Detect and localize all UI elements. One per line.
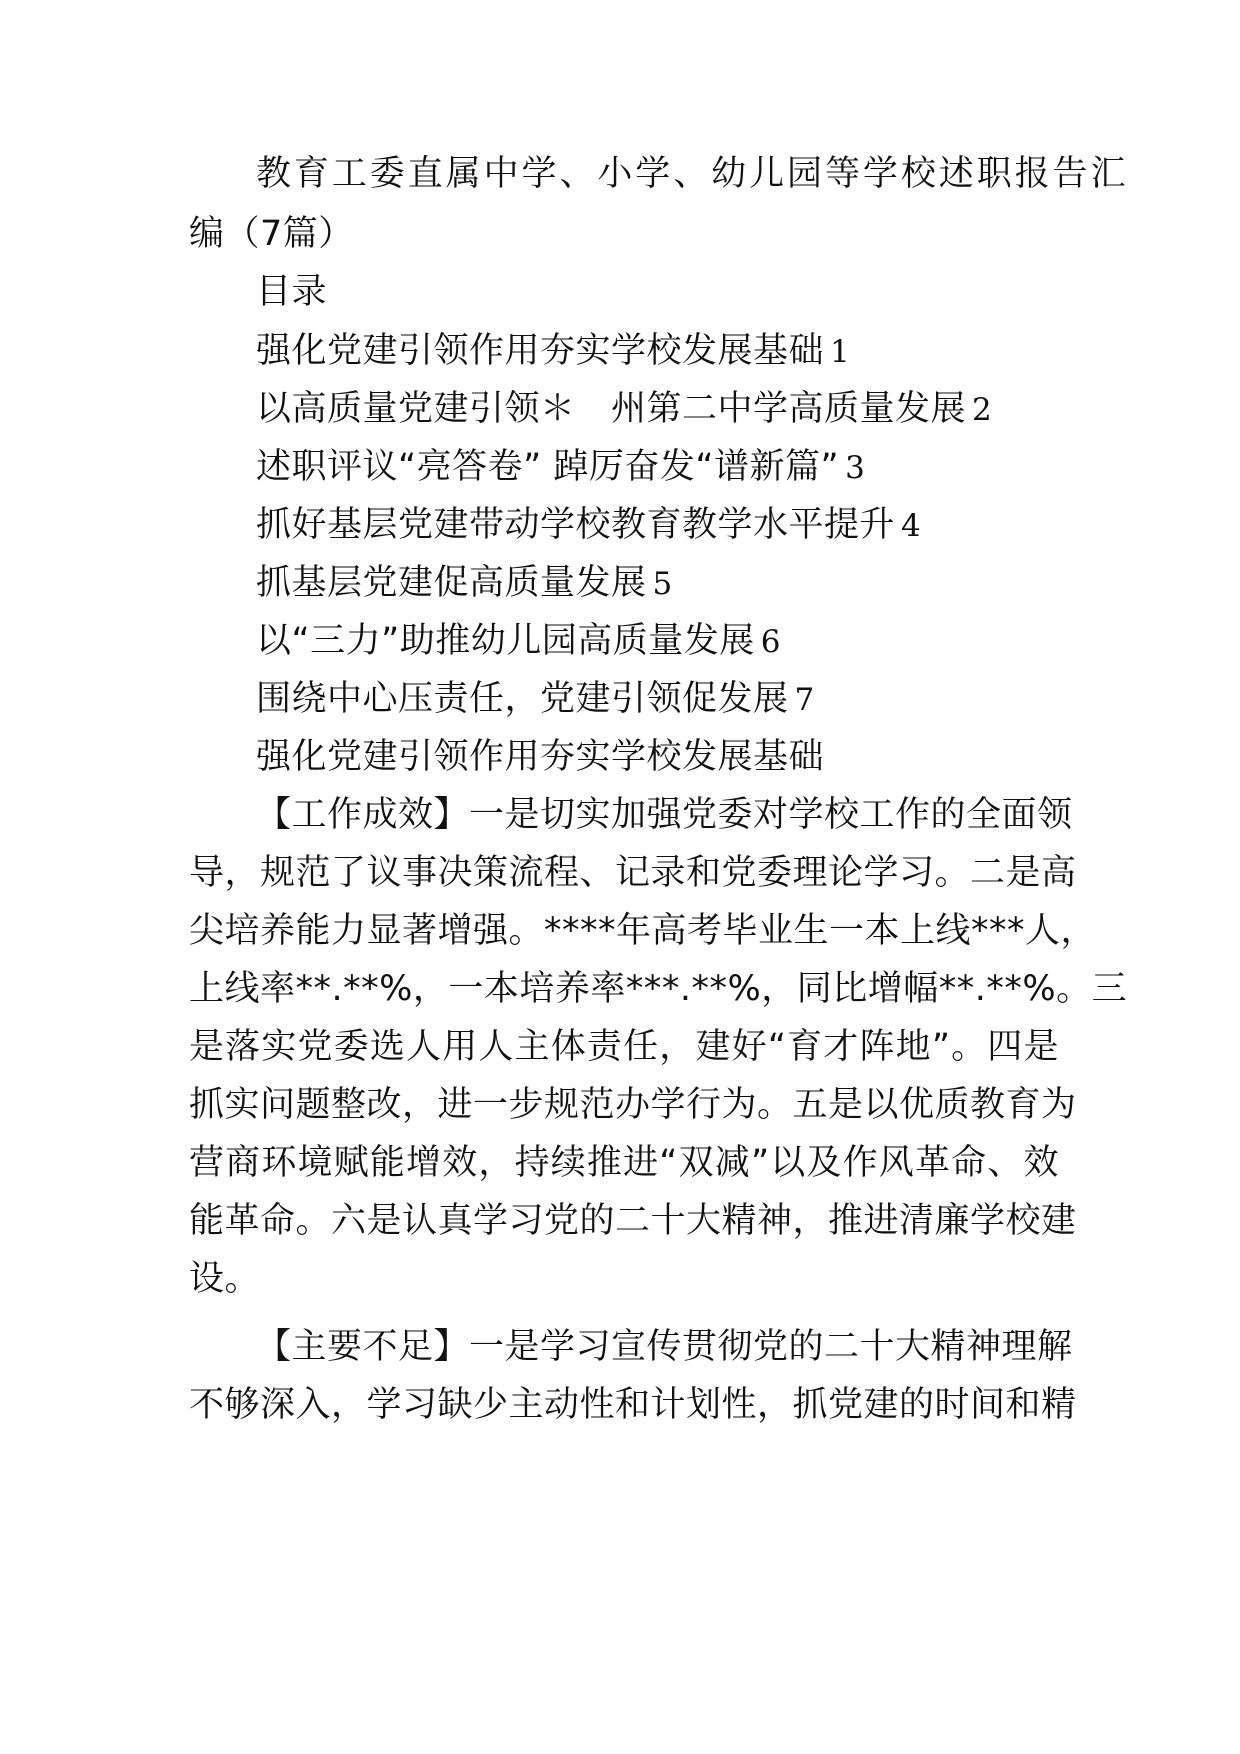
paragraph-1-line: 营商环境赋能增效，持续推进“双减”以及作风革命、效 (189, 1143, 1059, 1183)
toc-entry (256, 619, 781, 664)
toc-entry (256, 445, 865, 490)
toc-entry-title: 抓基层党建促高质量发展 (256, 563, 647, 603)
toc-entry-title: 以“三力”助推幼儿园高质量发展 (256, 621, 755, 661)
paragraph-1-line: 尖培养能力显著增强。****年高考毕业生一本上线***人， (189, 911, 1097, 951)
paragraph-1-line: 设。 (189, 1259, 261, 1299)
toc-entry (256, 561, 673, 606)
section-heading: 强化党建引领作用夯实学校发展基础 (256, 737, 825, 777)
toc-entry-page: 3 (845, 450, 866, 486)
toc-entry-page: 5 (652, 566, 673, 602)
document-title-line-2: 编（7篇） (189, 214, 354, 254)
toc-entry (256, 503, 921, 548)
toc-entry-page: 6 (760, 624, 782, 660)
paragraph-1-line: 导，规范了议事决策流程、记录和党委理论学习。二是高 (189, 853, 1077, 893)
toc-entry-title: 述职评议“亮答卷” 踔厉奋发“谱新篇” (256, 447, 840, 487)
paragraph-2-line: 不够深入，学习缺少主动性和计划性，抓党建的时间和精 (189, 1385, 1077, 1425)
toc-heading: 目录 (256, 272, 328, 312)
paragraph-1-line: 是落实党委选人用人主体责任，建好“育才阵地”。四是 (189, 1027, 1059, 1067)
toc-entry-page: 2 (972, 392, 993, 428)
paragraph-1-line: 【工作成效】一是切实加强党委对学校工作的全面领 (256, 795, 1073, 835)
toc-entry-page: 7 (794, 682, 815, 718)
toc-entry-title: 围绕中心压责任，党建引领促发展 (256, 679, 789, 719)
toc-entry-title: 以高质量党建引领＊ 州第二中学高质量发展 (256, 389, 967, 429)
toc-entry (256, 387, 992, 432)
toc-entry-page: 1 (830, 334, 851, 370)
toc-entry-title: 强化党建引领作用夯实学校发展基础 (256, 331, 825, 371)
paragraph-1-line: 能革命。六是认真学习党的二十大精神，推进清廉学校建 (189, 1201, 1077, 1241)
toc-entry-page: 4 (901, 508, 922, 544)
paragraph-2-line: 【主要不足】一是学习宣传贯彻党的二十大精神理解 (256, 1327, 1073, 1367)
toc-entry-title: 抓好基层党建带动学校教育教学水平提升 (256, 505, 896, 545)
toc-entry (256, 329, 850, 374)
paragraph-1-line: 上线率**.**%，一本培养率***.**%，同比增幅**.**%。三 (189, 969, 1128, 1009)
toc-entry (256, 677, 815, 722)
paragraph-1-line: 抓实问题整改，进一步规范办学行为。五是以优质教育为 (189, 1085, 1077, 1125)
document-title-line-1: 教育工委直属中学、小学、幼儿园等学校述职报告汇 (256, 154, 1126, 194)
